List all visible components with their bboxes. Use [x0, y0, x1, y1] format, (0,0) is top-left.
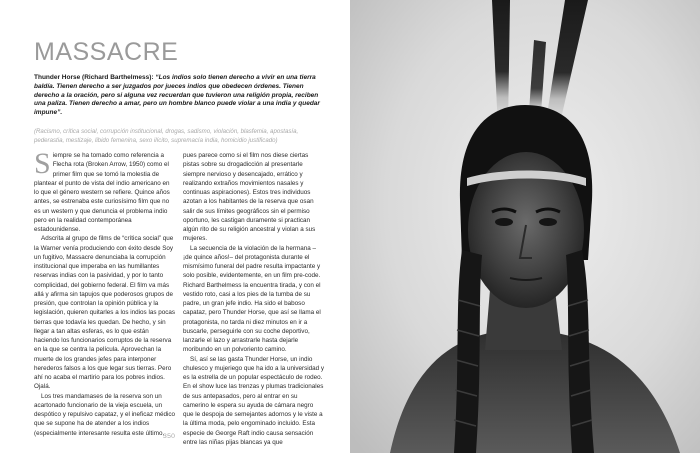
- epigraph-quote: [34, 74, 326, 118]
- paragraph: Sí, así se las gasta Thunder Horse, un indio chulesco y mujeriego que ha ido a la universidad y es la estrella de un popular espectáculo de rodeo. En el show luce las trenzas y plumas tradicionales de sus antepasados, pero al entrar en su camerino le espera su ayuda de cámara negro que le despoja de semejantes adornos y le viste a la última moda, pelo engominado incluido. Esta especie de George Raft indio causa sensación entre las niñas pijas blancas ya que: [183, 355, 325, 446]
- portrait-photo: [350, 0, 700, 453]
- paragraph: pues parece como si el film nos diese ciertas pistas sobre su drogadicción al presentarle siempre nervioso y desencajado, errático y realizando extraños movimientos nasales y continuas aspiraciones). Estos tres individuos azotan a los habitantes de la reserva que osan salir de sus límites geográficos sin el permiso oportuno, les castigan duramente si practican algún rito de su religión ancestral y violan a sus mujeres.: [183, 152, 316, 243]
- quote-text: “Los indios solo tienen derecho a vivir en una tierra baldía. Tienen derecho a ser juzgados por jueces indios que obedecen órdenes. Tienen derecho a la oración, pero si alguna vez recuerdan que tuvieron una religión propia, reciben una paliza. Tienen derecho a amar, pero un hombre blanco puede violar a una india y quedar impune”.: [34, 74, 320, 117]
- paragraph: La secuencia de la violación de la hermana –¡de quince años!– del protagonista durante el mismísimo funeral del padre resulta impactante y solo posible, evidentemente, en un film pre-code. Richard Barthelmess la encuentra tirada, y con el vestido roto, casi a los pies de la tumba de su padre, un gran jefe indio. Ha sido el baboso capataz, pero Thunder Horse, que así se llama el protagonista, no tarda ni diez minutos en ir a buscarle, perseguirle con su coche deportivo, lanzarle el lazo y arrastrarle hasta dejarle moribundo en un polvoriento camino.: [183, 244, 321, 354]
- text-column-right: [183, 151, 325, 447]
- paragraph-text: iempre se ha tomado como referencia a Flecha rota (Broken Arrow, 1950) como el primer film que se tomó la molestia de plantear el punto de vista del indio americano en lo que el género western se refiere. Quince años antes, se estrenaba este curiosísimo film que no es un western y que denuncia el problema indio pero en la realidad contemporánea estadounidense.: [34, 152, 170, 233]
- drop-cap: S: [34, 147, 51, 180]
- photo-illustration: [350, 0, 700, 453]
- paragraph: Los tres mandamases de la reserva son un acartonado funcionario de la vieja escuela, un despótico y repulsivo capataz, y el ineficaz médico que se supone ha de atender a los indios (especialmente interesante resulta este último,: [34, 392, 176, 437]
- page-number: 350: [163, 433, 176, 440]
- text-column-left: [34, 147, 176, 438]
- paragraph: [34, 147, 176, 234]
- theme-tags: (Racismo, crítica social, corrupción institucional, drogas, sadismo, violación, blasfemia, apostasía, pederastia, mestizaje, libido femenina, sexo ilícito, supremacía india, homicidio justificado): [34, 128, 299, 144]
- paragraph: Adscrita al grupo de films de “crítica social” que la Warner venía produciendo con éxito desde Soy un fugitivo, Massacre denunciaba la corrupción institucional que imperaba en las humillantes reservas indias con la pasividad, y por lo tanto complicidad, del gobierno federal. El film va más allá y afirma sin tapujos que poderosos grupos de presión, que controlan la opinión pública y la legislación, quieren quitarles a los indios las pocas tierras que todavía les quedan. De hecho, y sin llegar a tan altas esferas, es lo que están haciendo los funcionarios corruptos de la reserva en la que se centra la película. Aprovechan la muerte de los grandes jefes para interponer herederos falsos a los que legar sus tierras. Pero ahí no acaba el martirio para los pobres indios. Ojalá.: [34, 235, 176, 391]
- article-title: MASSACRE: [34, 38, 179, 66]
- quote-speaker: Thunder Horse (Richard Barthelmess):: [34, 74, 154, 81]
